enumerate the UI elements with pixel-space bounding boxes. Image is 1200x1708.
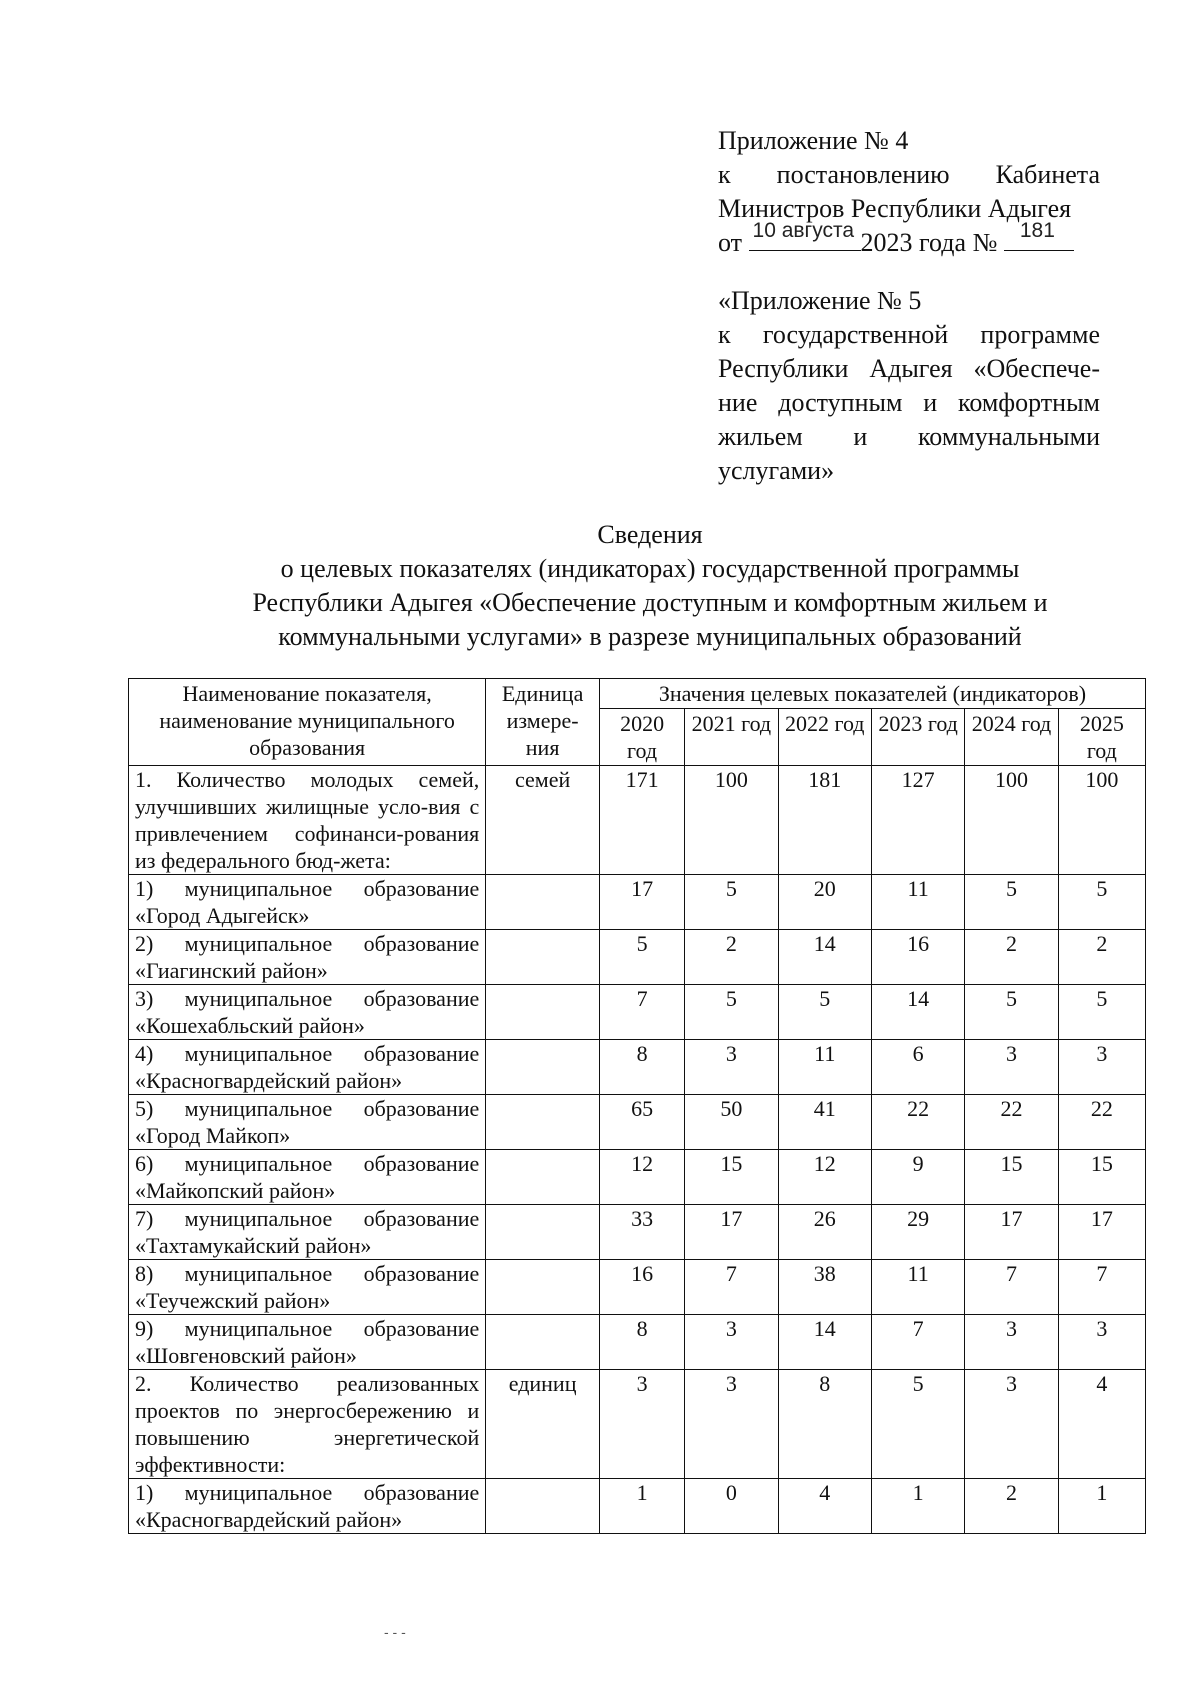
table-row (129, 1095, 1146, 1150)
value-cell: 127 (871, 766, 964, 875)
value-cell: 1 (871, 1479, 964, 1534)
value-cell: 7 (965, 1260, 1058, 1315)
value-cell: 5 (1058, 985, 1145, 1040)
header-year: 2020 год (599, 709, 684, 766)
annex-5-line-6: услугами» (718, 456, 835, 485)
value-cell: 3 (599, 1370, 684, 1479)
value-cell: 65 (599, 1095, 684, 1150)
annex-5-word: «Обеспече- (973, 354, 1100, 383)
date-prefix: от (718, 228, 743, 257)
value-cell: 5 (965, 985, 1058, 1040)
annex-4-word: постановлению (776, 160, 950, 189)
value-cell: 5 (965, 875, 1058, 930)
table-row (129, 1040, 1146, 1095)
value-cell: 2 (685, 930, 778, 985)
annex-4-word: Кабинета (995, 160, 1100, 189)
value-cell: 3 (1058, 1315, 1145, 1370)
value-cell: 17 (965, 1205, 1058, 1260)
value-cell: 4 (778, 1479, 871, 1534)
annex-5-word: Адыгея (869, 354, 953, 383)
value-cell: 0 (685, 1479, 778, 1534)
value-cell: 15 (1058, 1150, 1145, 1205)
value-cell: 8 (778, 1370, 871, 1479)
value-cell: 2 (965, 1479, 1058, 1534)
unit-cell (486, 875, 600, 930)
header-year: 2022 год (778, 709, 871, 766)
value-cell: 1 (599, 1479, 684, 1534)
value-cell: 29 (871, 1205, 964, 1260)
annex-5-word: к (718, 320, 731, 349)
number-field (1004, 219, 1074, 251)
indicator-name: 1. Количество молодых семей, улучшивших жилищные усло-вия с привлечением софинанси-рования из федерального бюд-жета: (129, 766, 486, 875)
value-cell: 41 (778, 1095, 871, 1150)
value-cell: 3 (965, 1040, 1058, 1095)
value-cell: 3 (965, 1315, 1058, 1370)
annex-5-word: ние (718, 388, 758, 417)
annex-5-word: доступным (778, 388, 903, 417)
value-cell: 12 (599, 1150, 684, 1205)
unit-cell (486, 1479, 600, 1534)
value-cell: 17 (1058, 1205, 1145, 1260)
header-values-group: Значения целевых показателей (индикаторов) (599, 679, 1145, 709)
annex-5-line-4 (718, 386, 1100, 420)
unit-cell (486, 1040, 600, 1095)
unit-cell (486, 930, 600, 985)
annex-5-line-2 (718, 318, 1100, 352)
annex-4-line-3: Министров Республики Адыгея (718, 194, 1072, 223)
value-cell: 7 (871, 1315, 964, 1370)
table-row (129, 930, 1146, 985)
value-cell: 5 (778, 985, 871, 1040)
scan-mark: - - - (384, 1624, 406, 1640)
value-cell: 5 (685, 875, 778, 930)
value-cell: 11 (871, 1260, 964, 1315)
value-cell: 6 (871, 1040, 964, 1095)
annex-5-word: программе (980, 320, 1100, 349)
value-cell: 26 (778, 1205, 871, 1260)
table-row (129, 1150, 1146, 1205)
date-field (749, 219, 861, 251)
table-row (129, 1205, 1146, 1260)
unit-cell: семей (486, 766, 600, 875)
value-cell: 14 (778, 930, 871, 985)
value-cell: 5 (599, 930, 684, 985)
value-cell: 11 (778, 1040, 871, 1095)
annex-4-line-2 (718, 158, 1100, 192)
unit-cell (486, 1095, 600, 1150)
indicator-name: 1) муниципальное образование «Город Адыгейск» (129, 875, 486, 930)
table-row (129, 766, 1146, 875)
annex-5-word: комфортным (958, 388, 1100, 417)
unit-cell (486, 1205, 600, 1260)
table-body (129, 766, 1146, 1534)
value-cell: 3 (685, 1040, 778, 1095)
annex-5-word: жильем (718, 422, 803, 451)
annex-5-line-3 (718, 352, 1100, 386)
annex-5-header (718, 284, 1100, 488)
value-cell: 16 (871, 930, 964, 985)
indicator-name: 3) муниципальное образование «Кошехабльский район» (129, 985, 486, 1040)
value-cell: 100 (965, 766, 1058, 875)
indicator-name: 4) муниципальное образование «Красногвардейский район» (129, 1040, 486, 1095)
handwritten-date: 10 августа (752, 219, 855, 242)
indicator-name: 8) муниципальное образование «Теучежский район» (129, 1260, 486, 1315)
annex-5-word: государственной (762, 320, 949, 349)
header-name: Наименование показателя, наименование муниципального образования (129, 679, 486, 766)
value-cell: 15 (685, 1150, 778, 1205)
annex-5-word: и (923, 388, 938, 417)
value-cell: 9 (871, 1150, 964, 1205)
indicators-table (128, 678, 1146, 1534)
value-cell: 100 (1058, 766, 1145, 875)
header-year: 2021 год (685, 709, 778, 766)
date-suffix: 2023 года № (860, 228, 998, 257)
indicator-name: 9) муниципальное образование «Шовгеновский район» (129, 1315, 486, 1370)
value-cell: 11 (871, 875, 964, 930)
header-year: 2023 год (871, 709, 964, 766)
value-cell: 33 (599, 1205, 684, 1260)
unit-cell (486, 985, 600, 1040)
value-cell: 1 (1058, 1479, 1145, 1534)
title-line-2: о целевых показателях (индикаторах) государственной программы (280, 554, 1020, 583)
value-cell: 3 (685, 1370, 778, 1479)
unit-cell (486, 1260, 600, 1315)
unit-cell (486, 1150, 600, 1205)
title-line-1: Сведения (597, 520, 703, 549)
annex-5-word: и (853, 422, 868, 451)
value-cell: 50 (685, 1095, 778, 1150)
value-cell: 5 (871, 1370, 964, 1479)
value-cell: 181 (778, 766, 871, 875)
value-cell: 2 (965, 930, 1058, 985)
annex-5-line-5 (718, 420, 1100, 454)
annex-5-word: коммунальными (918, 422, 1100, 451)
table-header-row (129, 679, 1146, 709)
value-cell: 5 (685, 985, 778, 1040)
value-cell: 3 (685, 1315, 778, 1370)
annex-5-title: «Приложение № 5 (718, 286, 922, 315)
handwritten-number: 181 (1019, 219, 1055, 242)
value-cell: 17 (599, 875, 684, 930)
table-row (129, 1315, 1146, 1370)
value-cell: 38 (778, 1260, 871, 1315)
header-unit: Единица измере-ния (486, 679, 600, 766)
annex-4-word: к (718, 160, 731, 189)
value-cell: 8 (599, 1040, 684, 1095)
value-cell: 16 (599, 1260, 684, 1315)
table-row (129, 1370, 1146, 1479)
unit-cell: единиц (486, 1370, 600, 1479)
value-cell: 171 (599, 766, 684, 875)
indicator-name: 7) муниципальное образование «Тахтамукайский район» (129, 1205, 486, 1260)
value-cell: 12 (778, 1150, 871, 1205)
table-row (129, 985, 1146, 1040)
title-line-4: коммунальными услугами» в разрезе муниципальных образований (278, 622, 1022, 651)
value-cell: 7 (685, 1260, 778, 1315)
value-cell: 5 (1058, 875, 1145, 930)
value-cell: 14 (778, 1315, 871, 1370)
value-cell: 3 (1058, 1040, 1145, 1095)
indicator-name: 2) муниципальное образование «Гиагинский район» (129, 930, 486, 985)
table-row (129, 1260, 1146, 1315)
value-cell: 14 (871, 985, 964, 1040)
title-line-3: Республики Адыгея «Обеспечение доступным и комфортным жильем и (252, 588, 1048, 617)
value-cell: 22 (1058, 1095, 1145, 1150)
header-year: 2024 год (965, 709, 1058, 766)
header-year: 2025 год (1058, 709, 1145, 766)
unit-cell (486, 1315, 600, 1370)
value-cell: 7 (1058, 1260, 1145, 1315)
table-row (129, 875, 1146, 930)
value-cell: 22 (965, 1095, 1058, 1150)
indicator-name: 2. Количество реализованных проектов по энергосбережению и повышению энергетической эффективности: (129, 1370, 486, 1479)
document-title (130, 518, 1170, 654)
indicator-name: 5) муниципальное образование «Город Майкоп» (129, 1095, 486, 1150)
value-cell: 3 (965, 1370, 1058, 1479)
annex-4-header (718, 124, 1100, 260)
value-cell: 4 (1058, 1370, 1145, 1479)
value-cell: 100 (685, 766, 778, 875)
value-cell: 2 (1058, 930, 1145, 985)
value-cell: 8 (599, 1315, 684, 1370)
annex-4-date-line (718, 219, 1100, 260)
table-row (129, 1479, 1146, 1534)
indicator-name: 1) муниципальное образование «Красногвардейский район» (129, 1479, 486, 1534)
annex-4-title: Приложение № 4 (718, 126, 909, 155)
value-cell: 15 (965, 1150, 1058, 1205)
value-cell: 7 (599, 985, 684, 1040)
value-cell: 20 (778, 875, 871, 930)
annex-5-word: Республики (718, 354, 849, 383)
indicator-name: 6) муниципальное образование «Майкопский район» (129, 1150, 486, 1205)
value-cell: 22 (871, 1095, 964, 1150)
value-cell: 17 (685, 1205, 778, 1260)
